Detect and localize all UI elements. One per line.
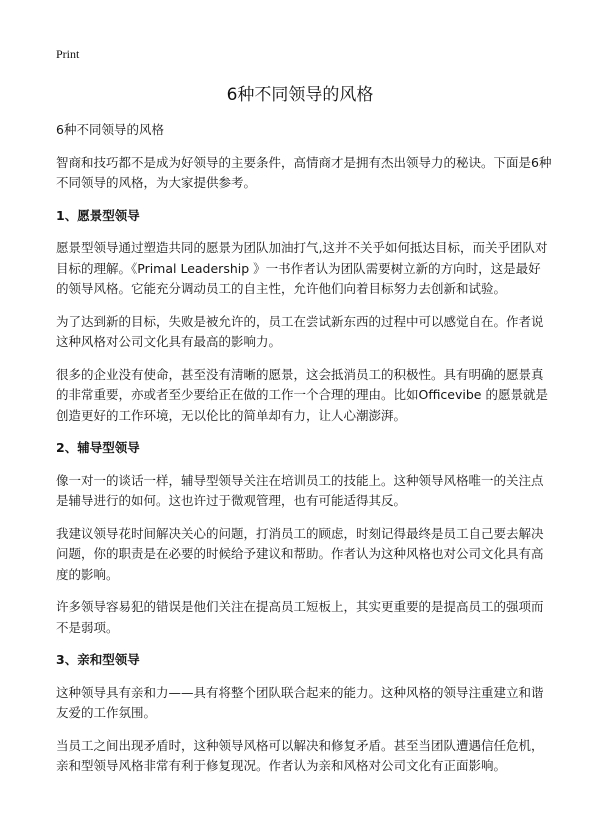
intro-paragraph: 智商和技巧都不是成为好领导的主要条件，高情商才是拥有杰出领导力的秘诀。下面是6种不同领导的风格，为大家提供参考。 xyxy=(56,154,552,190)
page-title: 6种不同领导的风格 xyxy=(226,85,374,105)
subtitle: 6种不同领导的风格 xyxy=(56,122,164,137)
section-2-paragraph-3: 许多领导容易犯的错误是他们关注在提高员工短板上，其实更重要的是提高员工的强项而不是弱项。 xyxy=(56,599,544,635)
section-1-paragraph-3: 很多的企业没有使命，甚至没有清晰的愿景，这会抵消员工的积极性。具有明确的愿景真的非常重要，亦或者至少要给正在做的工作一个合理的理由。比如Officevibe 的愿景就是创造更好的工作环境，无以伦比的简单却有力，让人心潮澎湃。 xyxy=(56,366,548,423)
section-2-paragraph-1: 像一对一的谈话一样，辅导型领导关注在培训员工的技能上。这种领导风格唯一的关注点是辅导进行的如何。这也许过于微观管理，也有可能适得其反。 xyxy=(56,472,544,508)
section-heading-coaching: 2、辅导型领导 xyxy=(56,440,140,455)
section-heading-affiliative: 3、亲和型领导 xyxy=(56,652,140,667)
section-3-paragraph-2: 当员工之间出现矛盾时，这种领导风格可以解决和修复矛盾。甚至当团队遭遇信任危机，亲和型领导风格非常有利于修复现况。作者认为亲和风格对公司文化有正面影响。 xyxy=(56,737,544,773)
section-heading-visionary: 1、愿景型领导 xyxy=(56,207,140,223)
document-body xyxy=(56,120,552,789)
print-link[interactable]: Print xyxy=(56,47,80,61)
section-1-paragraph-2: 为了达到新的目标，失败是被允许的，员工在尝试新东西的过程中可以感觉自在。作者说这种风格对公司文化具有最高的影响力。 xyxy=(56,313,544,349)
section-1-paragraph-1: 愿景型领导通过塑造共同的愿景为团队加油打气,这并不关乎如何抵达目标，而关乎团队对目标的理解。《Primal Leadership 》一书作者认为团队需要树立新的方向时，这是最好的领导风格。它能充分调动员工的自主性，允许他们向着目标努力去创新和试验。 xyxy=(56,240,548,296)
section-2-paragraph-2: 我建议领导花时间解决关心的问题，打消员工的顾虑，时刻记得最终是员工自己要去解决问题，你的职责是在必要的时候给予建议和帮助。作者认为这种风格也对公司文化具有高度的影响。 xyxy=(56,525,544,582)
section-3-paragraph-1: 这种领导具有亲和力——具有将整个团队联合起来的能力。这种风格的领导注重建立和谐友爱的工作氛围。 xyxy=(56,684,544,720)
